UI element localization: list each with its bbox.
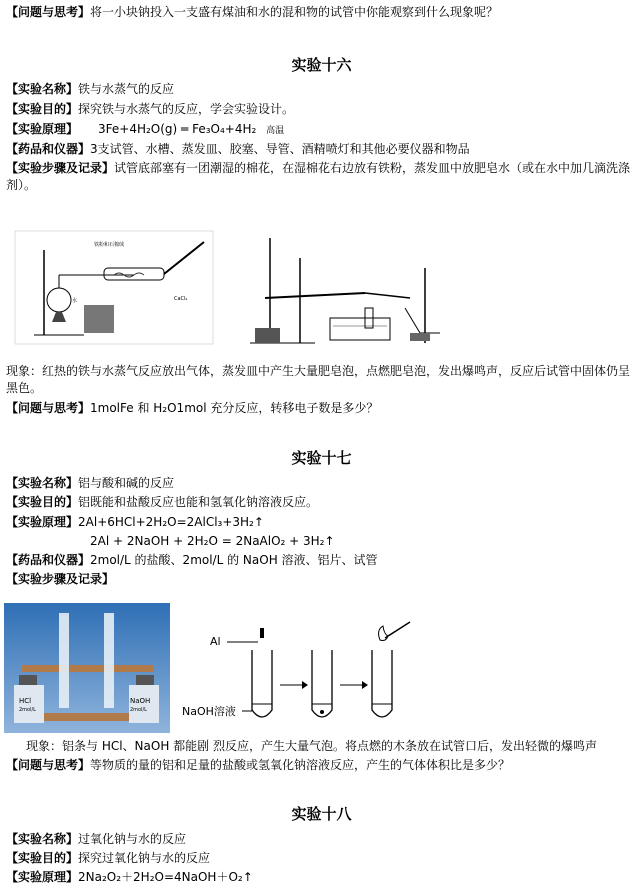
exp17-steps-line: [6, 571, 637, 588]
exp16-question-line: [6, 400, 637, 417]
exp17-photo: [4, 603, 170, 733]
exp17-question-line: [6, 757, 637, 774]
exp17-title: 实验十七: [291, 449, 352, 467]
exp16-aim-tag: 【实验目的】: [6, 102, 79, 116]
exp17-materials-tag: 【药品和仪器】: [6, 553, 91, 567]
exp16-name-line: [6, 81, 637, 98]
exp16-steps: 试管底部塞有一团潮湿的棉花，在湿棉花右边放有铁粉，蒸发皿中放肥皂水（或在水中加几滴洗涤剂）。: [6, 161, 631, 192]
exp17-materials-line: [6, 552, 637, 569]
exp18-principle: 2Na₂O₂＋2H₂O=4NaOH＋O₂↑: [78, 870, 253, 884]
exp17-steps-tag: 【实验步骤及记录】: [6, 572, 115, 586]
exp17-aim: 铝既能和盐酸反应也能和氢氧化钠溶液反应。: [78, 495, 319, 509]
exp17-principle-tag: 【实验原理】: [6, 515, 79, 529]
exp16-materials: 3支试管、水槽、蒸发皿、胶塞、导管、酒精喷灯和其他必要仪器和物品: [90, 142, 470, 156]
exp16-principle-equation: 3Fe+4H₂O(g) ═ Fe₃O₄+4H₂: [98, 122, 257, 136]
exp16-principle-tag: 【实验原理】: [6, 122, 79, 136]
exp18-aim: 探究过氧化钠与水的反应: [78, 851, 211, 865]
exp16-name-tag: 【实验名称】: [6, 82, 79, 96]
exp16-aim: 探究铁与水蒸气的反应，学会实验设计。: [78, 102, 295, 116]
exp17-name: 铝与酸和碱的反应: [78, 476, 175, 490]
exp18-name-line: [6, 831, 637, 848]
exp18-aim-line: [6, 850, 637, 867]
exp16-steps-line: [6, 160, 637, 194]
exp16-aim-line: [6, 101, 637, 118]
diagram-label-al: Al: [210, 635, 221, 648]
exp16-fig-label-cacl2: CaCl₂: [174, 296, 188, 302]
exp17-name-tag: 【实验名称】: [6, 476, 79, 490]
question-line: [6, 4, 637, 21]
exp16-title: 实验十六: [291, 56, 352, 74]
exp16-question: 1molFe 和 H₂O1mol 充分反应，转移电子数是多少？: [90, 401, 379, 415]
exp16-name: 铁与水蒸气的反应: [78, 82, 175, 96]
exp16-principle-line: [6, 121, 637, 140]
exp16-apparatus-figure-right: [245, 238, 445, 348]
exp18-name-tag: 【实验名称】: [6, 832, 79, 846]
exp17-diagram: [180, 600, 420, 730]
photo-label-hcl: HCl: [19, 697, 32, 705]
exp18-title: 实验十八: [291, 805, 352, 823]
exp18-principle-tag: 【实验原理】: [6, 870, 79, 884]
exp16-materials-tag: 【药品和仪器】: [6, 142, 91, 156]
exp17-principle-eq2: 2Al + 2NaOH + 2H₂O = 2NaAlO₂ + 3H₂↑: [90, 534, 335, 548]
exp17-aim-tag: 【实验目的】: [6, 495, 79, 509]
question-tag: 【问题与思考】: [6, 5, 91, 19]
photo-label-naoh: NaOH: [130, 697, 151, 705]
exp17-aim-line: [6, 494, 637, 511]
exp17-materials: 2mol/L 的盐酸、2mol/L 的 NaOH 溶液、铝片、试管: [90, 553, 378, 567]
diagram-label-naoh: NaOH溶液: [182, 705, 236, 718]
exp18-aim-tag: 【实验目的】: [6, 851, 79, 865]
question-text: 将一小块钠投入一支盛有煤油和水的混和物的试管中你能观察到什么现象呢？: [90, 5, 499, 19]
photo-label-naoh-conc: 2mol/L: [130, 707, 147, 713]
exp16-question-tag: 【问题与思考】: [6, 401, 91, 415]
exp16-principle-condition: 高温: [266, 126, 285, 136]
exp17-observation: 现象：铝条与 HCl、NaOH 都能剧 烈反应，产生大量气泡。将点燃的木条放在试管口后，发出轻微的爆鸣声: [26, 739, 597, 753]
exp16-observation: 现象：红热的铁与水蒸气反应放出气体，蒸发皿中产生大量肥皂泡，点燃肥皂泡，发出爆鸣声，反应后试管中固体仍呈黑色。: [6, 364, 631, 395]
exp17-question-tag: 【问题与思考】: [6, 758, 91, 772]
exp17-principle-line: [6, 514, 637, 531]
exp17-question: 等物质的量的铝和足量的盐酸或氢氧化钠溶液反应，产生的气体体积比是多少？: [90, 758, 511, 772]
exp17-name-line: [6, 475, 637, 492]
exp16-fig-label-water: 水: [72, 298, 78, 304]
exp16-materials-line: [6, 141, 637, 158]
photo-label-hcl-conc: 2mol/L: [19, 707, 36, 713]
exp17-principle-eq1: 2Al+6HCl+2H₂O=2AlCl₃+3H₂↑: [78, 515, 264, 529]
exp16-fig-label-iron: 铁粉和石棉绒: [94, 242, 125, 248]
exp16-steps-tag: 【实验步骤及记录】: [6, 161, 115, 175]
exp18-name: 过氧化钠与水的反应: [78, 832, 187, 846]
exp16-apparatus-figure-left: [14, 230, 214, 345]
exp18-principle-line: [6, 869, 637, 886]
